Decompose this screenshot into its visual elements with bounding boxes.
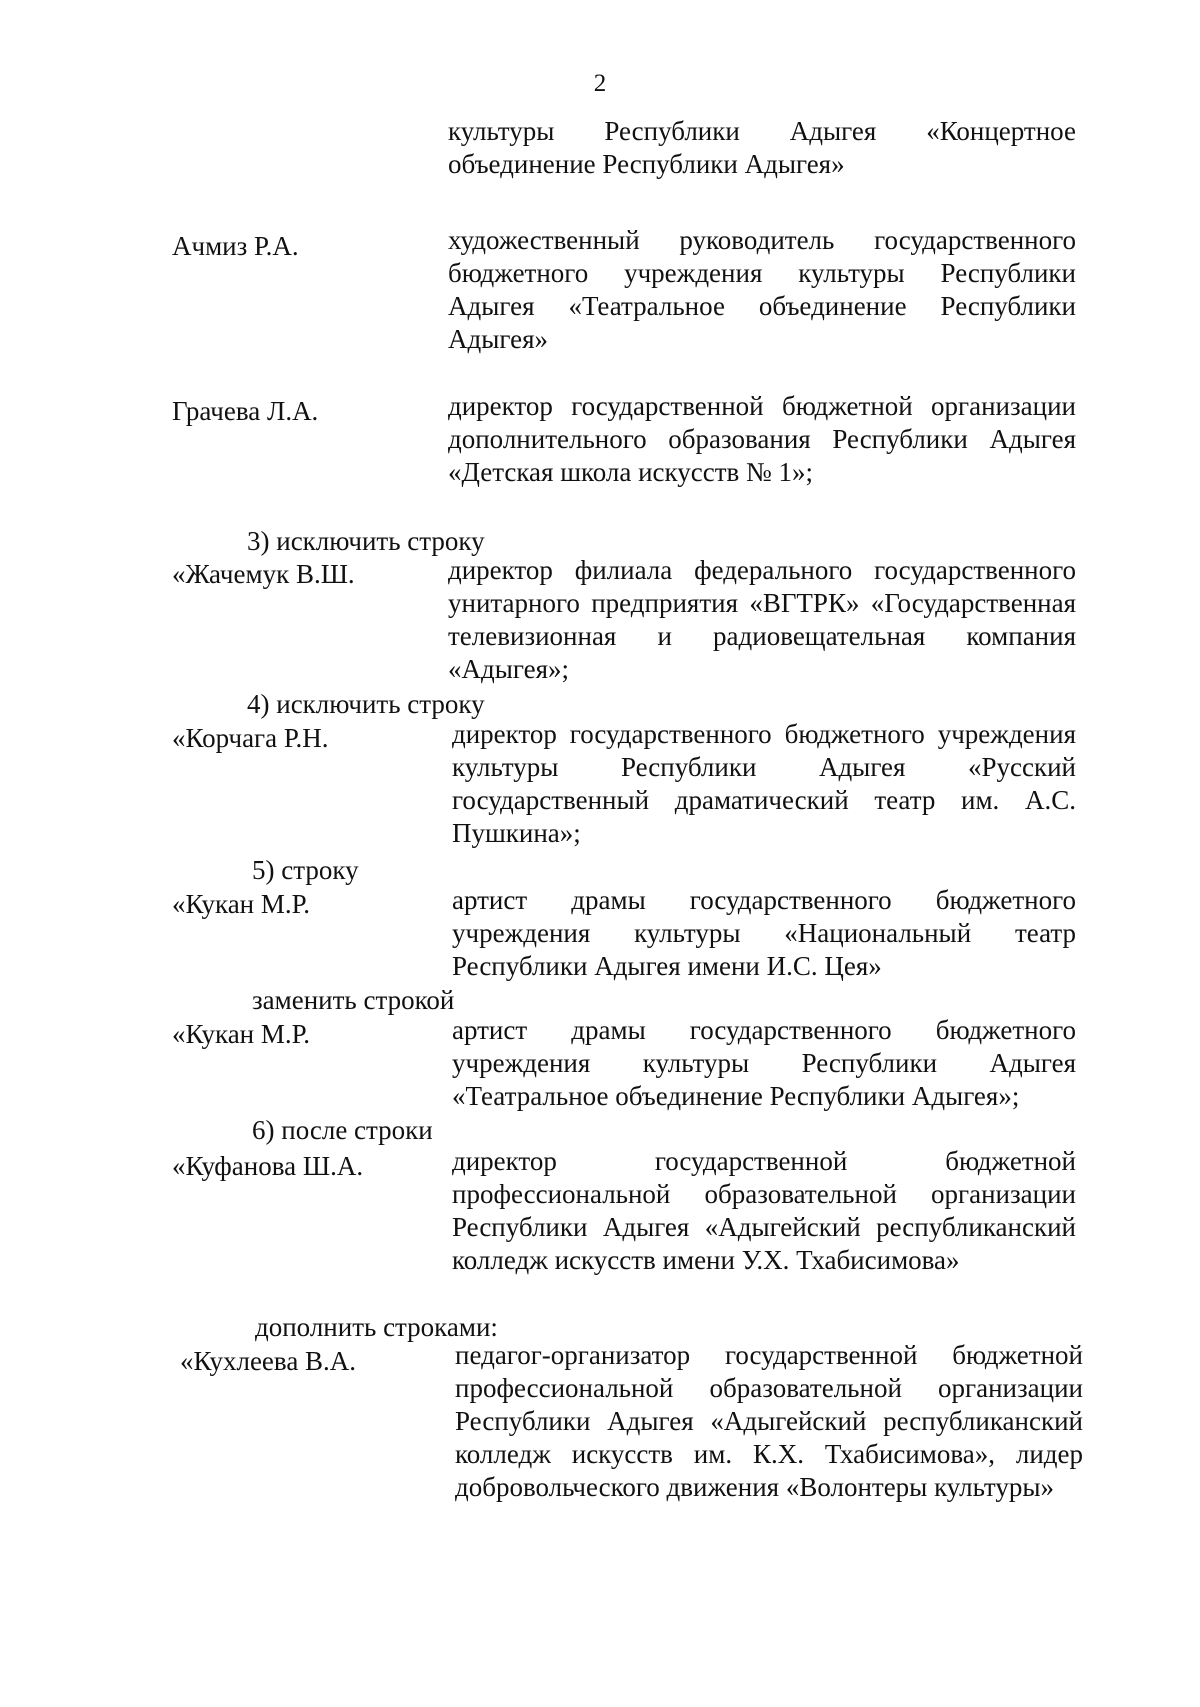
instruction-row-5: 5) строку — [252, 855, 359, 885]
entry-description-achmiz: художественный руководитель государственного бюджетного учреждения культуры Республики Адыгея «Театральное объединение Республики Адыгея» — [448, 225, 1076, 354]
entry-description-kufanova: директор государственной бюджетной профессиональной образовательной организации Республики Адыгея «Адыгейский республиканский колледж искусств имени У.Х. Тхабисимова» — [452, 1146, 1076, 1275]
page-number: 2 — [593, 70, 607, 97]
person-name-kufanova: «Куфанова Ш.А. — [172, 1151, 364, 1181]
entry-description-gracheva: директор государственной бюджетной организации дополнительного образования Республики Адыгея «Детская школа искусств № 1»; — [448, 391, 1076, 487]
instruction-after-row-6: 6) после строки — [252, 1115, 433, 1145]
entry-description-kukan-old: артист драмы государственного бюджетного учреждения культуры «Национальный театр Республики Адыгея имени И.С. Цея» — [452, 885, 1076, 981]
entry-description-zhachemuk: директор филиала федерального государственного унитарного предприятия «ВГТРК» «Государственная телевизионная и радиовещательная компания «Адыгея»; — [448, 555, 1076, 684]
entry-description-concert: культуры Республики Адыгея «Концертное объединение Республики Адыгея» — [448, 116, 1076, 179]
person-name-zhachemuk: «Жачемук В.Ш. — [172, 559, 355, 589]
person-name-kukan-new: «Кукан М.Р. — [172, 1019, 311, 1049]
person-name-kukan-old: «Кукан М.Р. — [172, 889, 311, 919]
person-name-korchaga: «Корчага Р.Н. — [172, 723, 329, 753]
instruction-replace: заменить строкой — [252, 985, 455, 1015]
instruction-exclude-4: 4) исключить строку — [247, 689, 485, 719]
instruction-add-rows: дополнить строками: — [255, 1312, 498, 1342]
instruction-exclude-3: 3) исключить строку — [247, 526, 485, 556]
person-name-gracheva: Грачева Л.А. — [172, 396, 319, 426]
person-name-achmiz: Ачмиз Р.А. — [172, 231, 299, 261]
entry-description-kukan-new: артист драмы государственного бюджетного учреждения культуры Республики Адыгея «Театральное объединение Республики Адыгея»; — [452, 1015, 1076, 1111]
entry-description-korchaga: директор государственного бюджетного учреждения культуры Республики Адыгея «Русский государственный драматический театр им. А.С. Пушкина»; — [452, 719, 1076, 848]
person-name-kukhleeva: «Кухлеева В.А. — [180, 1346, 357, 1376]
entry-description-kukhleeva: педагог-организатор государственной бюджетной профессиональной образовательной организации Республики Адыгея «Адыгейский республиканский колледж искусств им. К.Х. Тхабисимова», лидер добровольческого движения «Волонтеры культуры» — [455, 1340, 1083, 1502]
